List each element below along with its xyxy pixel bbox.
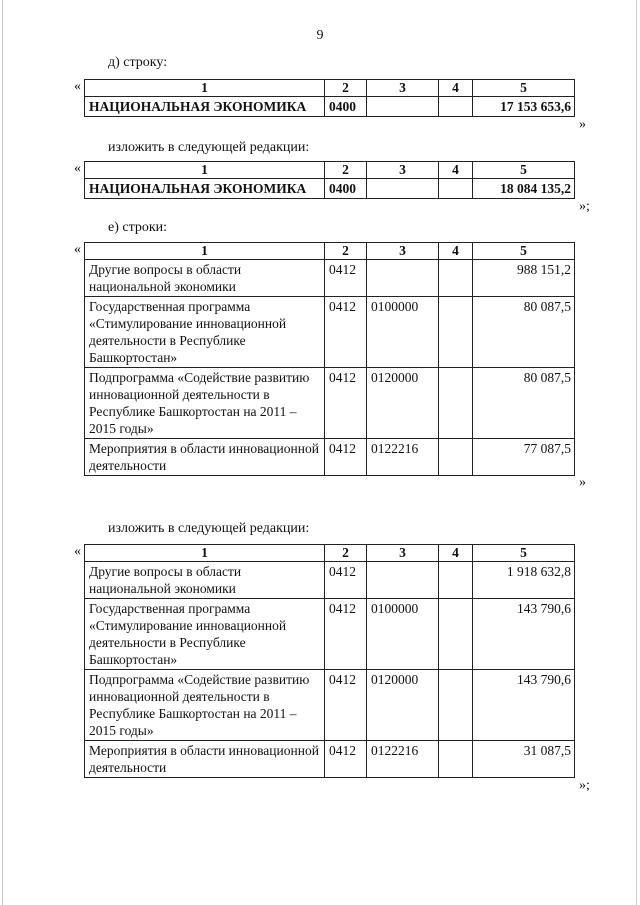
header-cell: 4 xyxy=(439,545,473,562)
row-code-cell: 0412 xyxy=(325,741,367,778)
row-target-cell xyxy=(367,260,439,297)
row-code-cell: 0412 xyxy=(325,562,367,599)
quote-open: « xyxy=(74,79,81,94)
row-name-cell: Мероприятия в области инновационной деятельности xyxy=(85,439,325,476)
header-cell: 1 xyxy=(85,162,325,179)
page-edge-right xyxy=(636,0,637,905)
quote-open: « xyxy=(74,242,81,257)
quote-close: » xyxy=(579,117,586,132)
row-code-cell: 0412 xyxy=(325,599,367,670)
row-type-cell xyxy=(439,97,473,117)
header-cell: 4 xyxy=(439,80,473,97)
row-code-cell: 0400 xyxy=(325,179,367,199)
quote-close-semicolon: »; xyxy=(579,199,590,214)
quote-close-semicolon: »; xyxy=(579,778,590,793)
header-cell: 3 xyxy=(367,80,439,97)
quote-open: « xyxy=(74,161,81,176)
row-name-cell: НАЦИОНАЛЬНАЯ ЭКОНОМИКА xyxy=(85,97,325,117)
row-amount-cell: 1 918 632,8 xyxy=(473,562,575,599)
row-target-cell: 0100000 xyxy=(367,297,439,368)
header-cell: 3 xyxy=(367,162,439,179)
table-row xyxy=(85,439,575,476)
row-name-cell: Государственная программа «Стимулирование инновационной деятельности в Республике Башкортостан» xyxy=(85,297,325,368)
row-code-cell: 0412 xyxy=(325,368,367,439)
header-cell: 1 xyxy=(85,545,325,562)
row-code-cell: 0412 xyxy=(325,260,367,297)
table-row xyxy=(85,670,575,741)
row-name-cell: Мероприятия в области инновационной деятельности xyxy=(85,741,325,778)
row-target-cell xyxy=(367,179,439,199)
row-name-cell: Подпрограмма «Содействие развитию инновационной деятельности в Республике Башкортостан на 2011 – 2015 годы» xyxy=(85,368,325,439)
row-target-cell: 0122216 xyxy=(367,439,439,476)
row-amount-cell: 17 153 653,6 xyxy=(473,97,575,117)
row-code-cell: 0412 xyxy=(325,670,367,741)
table-row xyxy=(85,297,575,368)
page-edge-left xyxy=(2,0,3,905)
row-type-cell xyxy=(439,599,473,670)
row-type-cell xyxy=(439,260,473,297)
table-row xyxy=(85,562,575,599)
table-row xyxy=(85,97,575,117)
header-cell: 2 xyxy=(325,80,367,97)
table-e-old xyxy=(84,242,575,476)
header-cell: 1 xyxy=(85,243,325,260)
row-code-cell: 0412 xyxy=(325,439,367,476)
row-name-cell: Другие вопросы в области национальной экономики xyxy=(85,260,325,297)
row-name-cell: НАЦИОНАЛЬНАЯ ЭКОНОМИКА xyxy=(85,179,325,199)
table-header-row xyxy=(85,162,575,179)
row-type-cell xyxy=(439,439,473,476)
header-cell: 5 xyxy=(473,545,575,562)
header-cell: 2 xyxy=(325,243,367,260)
row-type-cell xyxy=(439,297,473,368)
row-target-cell xyxy=(367,97,439,117)
table-d-old xyxy=(84,79,575,117)
table-header-row xyxy=(85,80,575,97)
header-cell: 1 xyxy=(85,80,325,97)
header-cell: 4 xyxy=(439,243,473,260)
row-type-cell xyxy=(439,562,473,599)
row-type-cell xyxy=(439,179,473,199)
row-amount-cell: 77 087,5 xyxy=(473,439,575,476)
row-amount-cell: 80 087,5 xyxy=(473,297,575,368)
row-amount-cell: 18 084 135,2 xyxy=(473,179,575,199)
row-target-cell: 0122216 xyxy=(367,741,439,778)
table-row xyxy=(85,179,575,199)
table-row xyxy=(85,260,575,297)
row-code-cell: 0400 xyxy=(325,97,367,117)
row-code-cell: 0412 xyxy=(325,297,367,368)
row-target-cell xyxy=(367,562,439,599)
row-amount-cell: 31 087,5 xyxy=(473,741,575,778)
section-d-heading: д) строку: xyxy=(108,55,168,70)
quote-close: » xyxy=(579,475,586,490)
header-cell: 2 xyxy=(325,162,367,179)
row-target-cell: 0120000 xyxy=(367,670,439,741)
row-name-cell: Подпрограмма «Содействие развитию инновационной деятельности в Республике Башкортостан на 2011 – 2015 годы» xyxy=(85,670,325,741)
row-type-cell xyxy=(439,670,473,741)
header-cell: 5 xyxy=(473,243,575,260)
row-amount-cell: 80 087,5 xyxy=(473,368,575,439)
table-e-new xyxy=(84,544,575,778)
table-row xyxy=(85,368,575,439)
row-type-cell xyxy=(439,741,473,778)
header-cell: 3 xyxy=(367,243,439,260)
section-e-heading: е) строки: xyxy=(108,220,168,235)
quote-open: « xyxy=(74,544,81,559)
header-cell: 5 xyxy=(473,80,575,97)
row-name-cell: Другие вопросы в области национальной экономики xyxy=(85,562,325,599)
table-header-row xyxy=(85,243,575,260)
table-d-new xyxy=(84,161,575,199)
row-amount-cell: 143 790,6 xyxy=(473,599,575,670)
table-row xyxy=(85,741,575,778)
table-header-row xyxy=(85,545,575,562)
row-amount-cell: 143 790,6 xyxy=(473,670,575,741)
header-cell: 4 xyxy=(439,162,473,179)
header-cell: 3 xyxy=(367,545,439,562)
page-number: 9 xyxy=(316,28,324,43)
row-name-cell: Государственная программа «Стимулирование инновационной деятельности в Республике Башкортостан» xyxy=(85,599,325,670)
row-target-cell: 0100000 xyxy=(367,599,439,670)
section-d-replace-text: изложить в следующей редакции: xyxy=(108,140,310,155)
row-target-cell: 0120000 xyxy=(367,368,439,439)
row-amount-cell: 988 151,2 xyxy=(473,260,575,297)
header-cell: 2 xyxy=(325,545,367,562)
row-type-cell xyxy=(439,368,473,439)
header-cell: 5 xyxy=(473,162,575,179)
table-row xyxy=(85,599,575,670)
section-e-replace-text: изложить в следующей редакции: xyxy=(108,521,310,536)
